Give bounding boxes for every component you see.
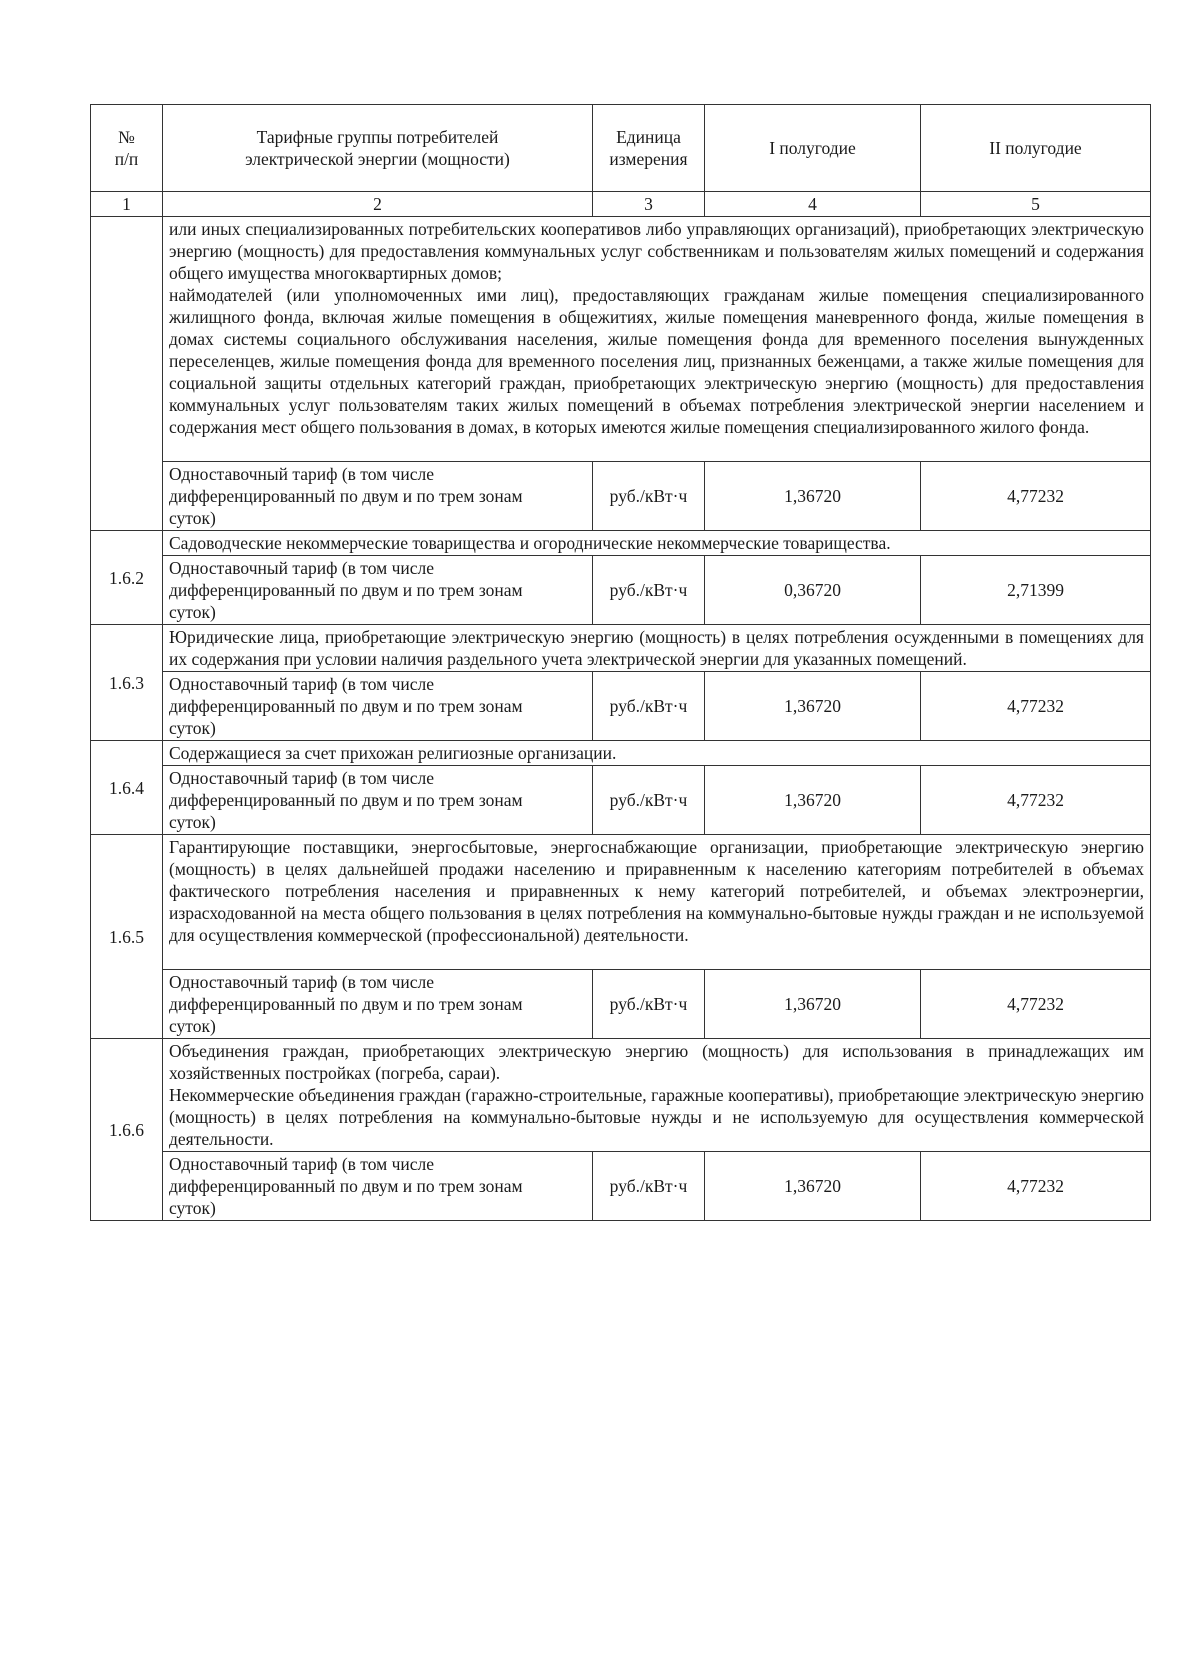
first-half-value: 1,36720 (705, 970, 921, 1039)
tariff-label-line: суток) (169, 718, 216, 738)
second-half-value: 4,77232 (921, 766, 1151, 835)
tariff-label-line: дифференцированный по двум и по трем зонам (169, 486, 523, 506)
tariff-label (163, 1152, 593, 1221)
tariff-label-line: суток) (169, 1198, 216, 1218)
description-paragraph: Садоводческие некоммерческие товарищества и огороднические некоммерческие товарищества. (169, 533, 891, 553)
section-description-row (91, 217, 1151, 462)
column-number-row (91, 192, 1151, 217)
tariff-value-row (91, 970, 1151, 1039)
tariff-label-line: Одноставочный тариф (в том числе (169, 1154, 435, 1174)
header-unit (593, 105, 705, 192)
description-paragraph: Некоммерческие объединения граждан (гаражно-строительные, гаражные кооперативы), приобретающие электрическую энергию (мощность) в целях потребления на коммунально-бытовые нужды и не используемую для осуществления коммерческой деятельности. (169, 1085, 1144, 1149)
header-first-half: I полугодие (705, 105, 921, 192)
consumer-group-description (163, 217, 1151, 462)
tariff-value-row (91, 1152, 1151, 1221)
description-paragraph: Юридические лица, приобретающие электрическую энергию (мощность) в целях потребления осужденными в помещениях для их содержания при условии наличия раздельного учета электрической энергии для указанных помещений. (169, 627, 1144, 669)
second-half-value: 4,77232 (921, 462, 1151, 531)
header-tariff-groups-line2: электрической энергии (мощности) (245, 149, 510, 169)
section-description-row (91, 1039, 1151, 1152)
row-number: 1.6.6 (91, 1039, 163, 1221)
table-header-row (91, 105, 1151, 192)
tariff-label-line: суток) (169, 602, 216, 622)
description-paragraph: наймодателей (или уполномоченных ими лиц), предоставляющих гражданам жилые помещения специализированного жилищного фонда, включая жилые помещения в общежитиях, жилые помещения маневренного фонда, жилые помещения в домах системы социального обслуживания населения, жилые помещения фонда для временного поселения вынужденных переселенцев, жилые помещения фонда для временного поселения лиц, признанных беженцами, а также жилые помещения для социальной защиты отдельных категорий граждан, приобретающих электрическую энергию (мощность) для предоставления коммунальных услуг пользователям таких жилых помещений в объемах потребления электрической энергии населением и содержания мест общего пользования в домах, в которых имеются жилые помещения специализированного жилого фонда. (169, 285, 1144, 437)
description-paragraph: Гарантирующие поставщики, энергосбытовые, энергоснабжающие организации, приобретающие электрическую энергию (мощность) в целях дальнейшей продажи населению и приравненным к населению категориям потребителей в объемах фактического потребления населения и приравненных к нему категорий потребителей, и объемах электроэнергии, израсходованной на места общего пользования в целях потребления на коммунально-бытовые нужды граждан и не используемой для осуществления коммерческой (профессиональной) деятельности. (169, 837, 1144, 945)
consumer-group-description (163, 741, 1151, 766)
tariff-label-line: суток) (169, 812, 216, 832)
consumer-group-description (163, 1039, 1151, 1152)
unit-cell: руб./кВт·ч (593, 672, 705, 741)
tariff-label (163, 462, 593, 531)
row-number: 1.6.3 (91, 625, 163, 741)
tariff-label-line: дифференцированный по двум и по трем зонам (169, 580, 523, 600)
row-number: 1.6.4 (91, 741, 163, 835)
second-half-value: 2,71399 (921, 556, 1151, 625)
tariff-value-row (91, 766, 1151, 835)
consumer-group-description (163, 835, 1151, 970)
description-paragraph: Содержащиеся за счет прихожан религиозные организации. (169, 743, 617, 763)
tariff-table (90, 104, 1151, 1221)
section-description-row (91, 741, 1151, 766)
spacer (169, 946, 1144, 968)
header-tariff-groups-line1: Тарифные группы потребителей (256, 127, 499, 147)
first-half-value: 1,36720 (705, 462, 921, 531)
row-number: 1.6.2 (91, 531, 163, 625)
tariff-sections (91, 217, 1151, 1221)
tariff-value-row (91, 462, 1151, 531)
first-half-value: 0,36720 (705, 556, 921, 625)
row-number (91, 217, 163, 531)
tariff-label-line: дифференцированный по двум и по трем зонам (169, 1176, 523, 1196)
column-number: 2 (163, 192, 593, 217)
tariff-label-line: суток) (169, 508, 216, 528)
first-half-value: 1,36720 (705, 766, 921, 835)
unit-cell: руб./кВт·ч (593, 556, 705, 625)
column-number: 5 (921, 192, 1151, 217)
unit-cell: руб./кВт·ч (593, 462, 705, 531)
tariff-value-row (91, 672, 1151, 741)
unit-cell: руб./кВт·ч (593, 766, 705, 835)
header-number-line1: № (118, 127, 135, 147)
tariff-label (163, 556, 593, 625)
tariff-label-line: дифференцированный по двум и по трем зонам (169, 994, 523, 1014)
tariff-label-line: дифференцированный по двум и по трем зонам (169, 696, 523, 716)
header-tariff-groups (163, 105, 593, 192)
column-number: 3 (593, 192, 705, 217)
unit-cell: руб./кВт·ч (593, 970, 705, 1039)
section-description-row (91, 625, 1151, 672)
tariff-label-line: Одноставочный тариф (в том числе (169, 558, 435, 578)
column-number: 4 (705, 192, 921, 217)
header-second-half: II полугодие (921, 105, 1151, 192)
tariff-label-line: Одноставочный тариф (в том числе (169, 674, 435, 694)
consumer-group-description (163, 625, 1151, 672)
consumer-group-description (163, 531, 1151, 556)
first-half-value: 1,36720 (705, 1152, 921, 1221)
second-half-value: 4,77232 (921, 1152, 1151, 1221)
description-paragraph: Объединения граждан, приобретающих электрическую энергию (мощность) для использования в принадлежащих им хозяйственных постройках (погреба, сараи). (169, 1041, 1144, 1083)
tariff-label-line: дифференцированный по двум и по трем зонам (169, 790, 523, 810)
tariff-label (163, 672, 593, 741)
tariff-label-line: Одноставочный тариф (в том числе (169, 972, 435, 992)
header-number-line2: п/п (114, 149, 139, 169)
second-half-value: 4,77232 (921, 672, 1151, 741)
tariff-value-row (91, 556, 1151, 625)
description-paragraph: или иных специализированных потребительских кооперативов либо управляющих организаций), приобретающих электрическую энергию (мощность) для предоставления коммунальных услуг собственникам и пользователям жилых помещений и содержания общего имущества многоквартирных домов; (169, 219, 1144, 283)
second-half-value: 4,77232 (921, 970, 1151, 1039)
tariff-label-line: Одноставочный тариф (в том числе (169, 464, 435, 484)
row-number: 1.6.5 (91, 835, 163, 1039)
header-unit-line2: измерения (609, 149, 688, 169)
header-unit-line1: Единица (616, 127, 681, 147)
spacer (169, 438, 1144, 460)
tariff-label (163, 970, 593, 1039)
tariff-label-line: Одноставочный тариф (в том числе (169, 768, 435, 788)
first-half-value: 1,36720 (705, 672, 921, 741)
section-description-row (91, 531, 1151, 556)
section-description-row (91, 835, 1151, 970)
column-number: 1 (91, 192, 163, 217)
unit-cell: руб./кВт·ч (593, 1152, 705, 1221)
tariff-label-line: суток) (169, 1016, 216, 1036)
header-number (91, 105, 163, 192)
tariff-label (163, 766, 593, 835)
